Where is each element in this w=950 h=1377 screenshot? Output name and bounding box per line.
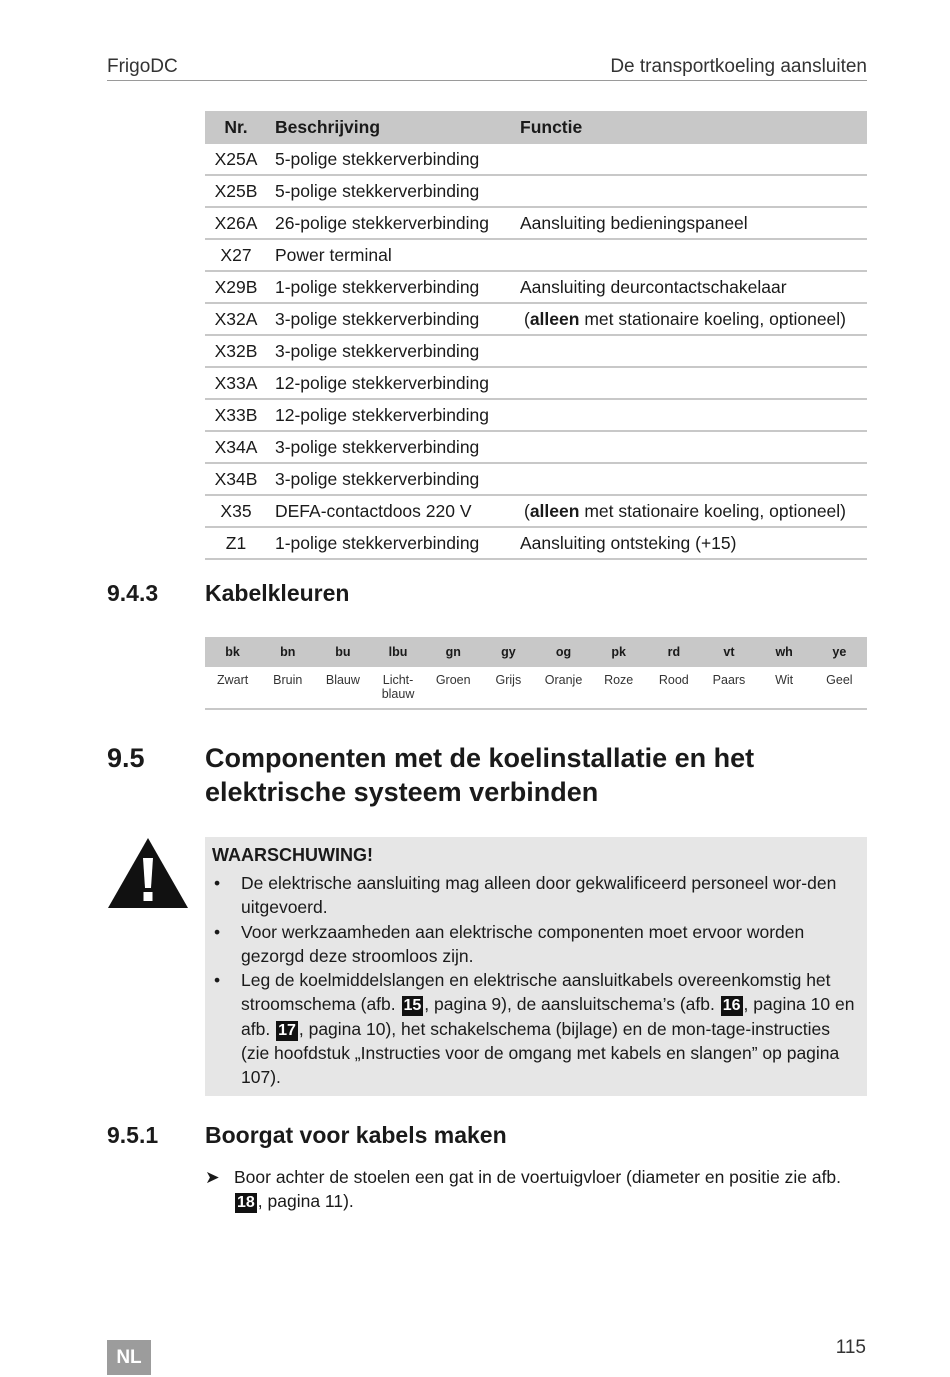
warning-item-text: De elektrische aansluiting mag alleen door gekwalificeerd personeel wor-den uitgevoerd. [241, 873, 837, 918]
cell-nr: X34B [205, 463, 267, 495]
color-code-bn: bn [260, 637, 315, 667]
cell-function: Aansluiting ontsteking (+15) [512, 527, 867, 559]
color-name-line: Oranje [544, 673, 583, 687]
cell-function [512, 144, 867, 175]
cell-description: 1-polige stekkerverbinding [267, 271, 512, 303]
cell-nr: X33A [205, 367, 267, 399]
cell-description: 12-polige stekkerverbinding [267, 399, 512, 431]
function-text-part: ( [524, 308, 530, 329]
cable-colors-table [205, 637, 867, 710]
cell-function [512, 303, 867, 335]
cell-nr: X33B [205, 399, 267, 431]
color-name-wh [757, 667, 812, 709]
page-number: 115 [835, 1337, 866, 1358]
warning-item-text-part: Leg de koelmiddelslangen en elektrische aansluitkabels overeenkomstig het stroomschema (afb. [241, 970, 831, 1015]
column-header-function: Functie [512, 111, 867, 144]
table-row [205, 463, 867, 495]
table-row [205, 431, 867, 463]
cell-description: 5-polige stekkerverbinding [267, 144, 512, 175]
warning-item-text: Voor werkzaamheden aan elektrische componenten moet ervoor worden gezorgd deze stroomloos zijn. [241, 921, 805, 966]
header-chapter-title: De transportkoeling aansluiten [610, 56, 867, 77]
color-name-ye [812, 667, 867, 709]
color-name-line: Geel [826, 673, 853, 687]
color-code-gn: gn [426, 637, 481, 667]
color-name-rd [646, 667, 701, 709]
color-name-line: Bruin [273, 673, 303, 687]
section-title-kabelkleuren: Kabelkleuren [205, 580, 350, 606]
cell-description: 3-polige stekkerverbinding [267, 303, 512, 335]
cell-nr: X32B [205, 335, 267, 367]
function-text-part: ( [524, 500, 530, 521]
table-row [205, 399, 867, 431]
color-name-gn [426, 667, 481, 709]
cell-function [512, 367, 867, 399]
cell-nr: X25A [205, 144, 267, 175]
warning-item-text-part: , pagina 10), het schakelschema (bijlage) en de mon-tage-instructies (zie hoofdstuk „Instructies voor de omgang met kabels en slangen” op pagina 107). [241, 1018, 840, 1088]
action-text-part: , pagina 11). [257, 1191, 354, 1212]
color-codes-row [205, 637, 867, 667]
table-header-row [205, 111, 867, 144]
warning-item-3 [212, 968, 857, 1089]
color-code-og: og [536, 637, 591, 667]
color-name-og [536, 667, 591, 709]
page-header [107, 54, 867, 81]
cell-nr: X32A [205, 303, 267, 335]
color-name-pk [591, 667, 646, 709]
section-title-9-5 [205, 741, 754, 809]
connections-table-body [205, 144, 867, 559]
function-text-part: met stationaire koeling, optioneel) [579, 308, 846, 329]
color-name-line: Licht- [382, 673, 414, 687]
column-header-nr: Nr. [205, 111, 267, 144]
cell-function: Aansluiting bedieningspaneel [512, 207, 867, 239]
color-name-line: Wit [775, 673, 794, 687]
color-code-rd: rd [646, 637, 701, 667]
cell-nr: Z1 [205, 527, 267, 559]
color-name-gy [481, 667, 536, 709]
column-header-description: Beschrijving [267, 111, 512, 144]
color-name-lbu [370, 667, 425, 709]
cell-description: 3-polige stekkerverbinding [267, 431, 512, 463]
section-number-9-4-3: 9.4.3 [107, 580, 159, 606]
language-badge: NL [107, 1340, 151, 1375]
cell-description: 12-polige stekkerverbinding [267, 367, 512, 399]
warning-title: WAARSCHUWING! [212, 845, 373, 865]
color-code-lbu: lbu [370, 637, 425, 667]
color-code-vt: vt [701, 637, 756, 667]
cell-description: DEFA-contactdoos 220 V [267, 495, 512, 527]
color-name-line: Paars [712, 673, 746, 687]
figure-ref-15: 15 [403, 997, 422, 1015]
cell-nr: X26A [205, 207, 267, 239]
table-row [205, 144, 867, 175]
table-row [205, 175, 867, 207]
table-row [205, 303, 867, 335]
color-code-bk: bk [205, 637, 260, 667]
color-name-line: Zwart [216, 673, 249, 687]
color-code-ye: ye [812, 637, 867, 667]
color-name-line: blauw [381, 687, 415, 701]
bullet: • [214, 921, 221, 942]
cell-function: Aansluiting deurcontactschakelaar [512, 271, 867, 303]
function-text-emphasis: alleen [529, 308, 580, 329]
cell-nr: X25B [205, 175, 267, 207]
connections-table [205, 111, 867, 560]
bullet: • [214, 873, 221, 893]
section-number-9-5-1: 9.5.1 [107, 1122, 159, 1148]
color-code-pk: pk [591, 637, 646, 667]
section-number-9-5: 9.5 [107, 743, 145, 773]
cell-description: 1-polige stekkerverbinding [267, 527, 512, 559]
cell-function [512, 463, 867, 495]
warning-list [212, 871, 857, 1090]
cell-description: Power terminal [267, 239, 512, 271]
figure-ref-17: 17 [278, 1021, 296, 1039]
table-row [205, 335, 867, 367]
color-code-bu: bu [315, 637, 370, 667]
cell-description: 3-polige stekkerverbinding [267, 463, 512, 495]
cell-function [512, 495, 867, 527]
color-name-line: Groen [435, 673, 471, 687]
cell-function [512, 399, 867, 431]
color-name-line: Blauw [325, 673, 360, 687]
table-row [205, 527, 867, 559]
warning-item-text-part: , pagina 9), de aansluitschema’s (afb. [424, 994, 720, 1015]
color-code-wh: wh [757, 637, 812, 667]
warning-box [205, 837, 867, 1096]
cell-nr: X35 [205, 495, 267, 527]
cell-function [512, 239, 867, 271]
cell-description: 5-polige stekkerverbinding [267, 175, 512, 207]
warning-item-1 [212, 871, 857, 920]
warning-triangle-icon [106, 836, 190, 910]
table-row [205, 495, 867, 527]
header-product-name: FrigoDC [107, 56, 178, 77]
section-title-line-1: Componenten met de koelinstallatie en het [205, 743, 755, 773]
section-title-line-2: elektrische systeem verbinden [205, 777, 599, 807]
color-name-line: Roze [604, 673, 634, 687]
action-step-text [234, 1165, 866, 1214]
color-name-vt [701, 667, 756, 709]
warning-item-text-part: , pagina 10 en afb. [241, 994, 855, 1039]
table-row [205, 239, 867, 271]
table-row [205, 271, 867, 303]
action-text-part: Boor achter de stoelen een gat in de voertuigvloer (diameter en positie zie afb. [234, 1167, 842, 1187]
bullet: • [214, 970, 221, 991]
function-text-part: met stationaire koeling, optioneel) [579, 500, 846, 521]
warning-item-2 [212, 920, 857, 969]
color-name-line: Grijs [495, 673, 522, 687]
section-title-boorgat: Boorgat voor kabels maken [205, 1122, 507, 1148]
cell-nr: X27 [205, 239, 267, 271]
figure-ref-16: 16 [722, 997, 741, 1015]
table-row [205, 367, 867, 399]
color-code-gy: gy [481, 637, 536, 667]
color-name-bn [260, 667, 315, 709]
cell-nr: X29B [205, 271, 267, 303]
cell-description: 26-polige stekkerverbinding [267, 207, 512, 239]
cell-function [512, 335, 867, 367]
function-text-emphasis: alleen [529, 500, 580, 521]
color-name-line: Rood [658, 673, 689, 687]
cell-nr: X34A [205, 431, 267, 463]
table-row [205, 207, 867, 239]
cell-function [512, 431, 867, 463]
cell-function [512, 175, 867, 207]
arrow-right-icon: ➤ [205, 1167, 220, 1187]
color-names-row [205, 667, 867, 709]
figure-ref-18: 18 [237, 1194, 255, 1212]
cell-description: 3-polige stekkerverbinding [267, 335, 512, 367]
color-name-bu [315, 667, 370, 709]
color-name-bk [205, 667, 260, 709]
